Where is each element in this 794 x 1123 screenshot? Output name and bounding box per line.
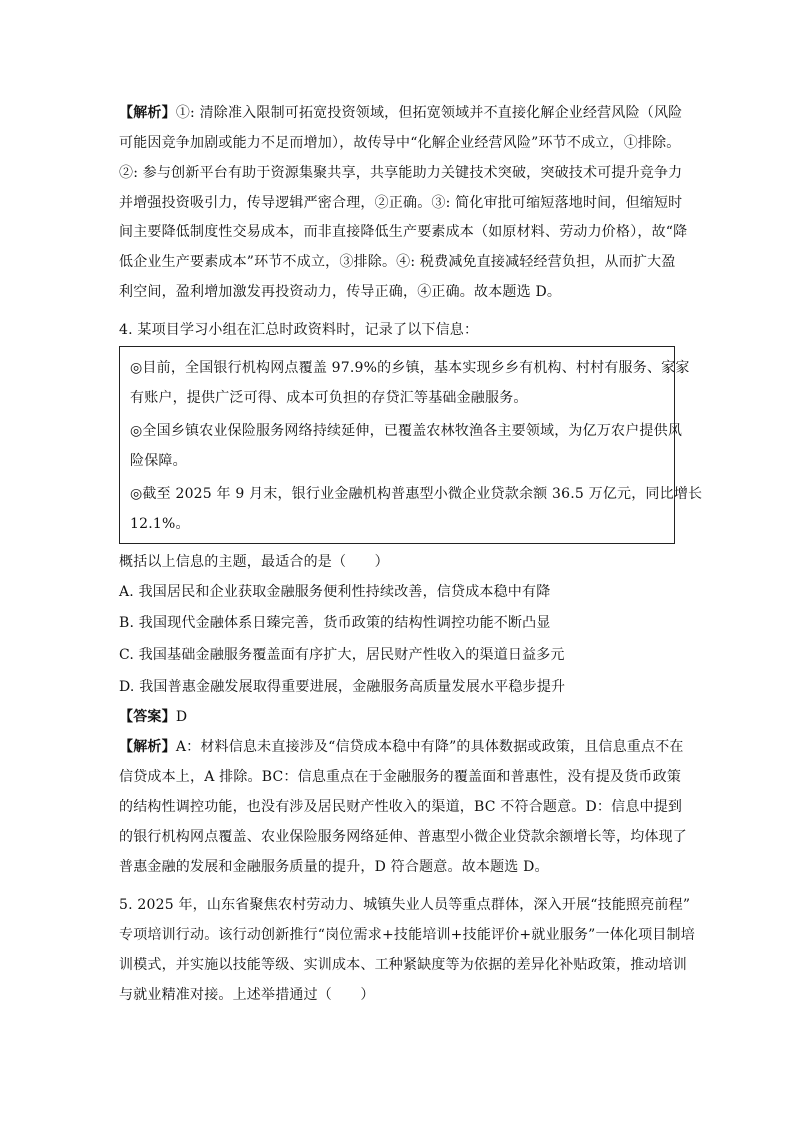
answer-line [119, 707, 187, 727]
question-5-line: 与就业精准对接。上述举措通过（ ） [119, 987, 375, 1003]
analysis-tag: 【解析】 [119, 105, 176, 121]
question-4-stem: 4. 某项目学习小组在汇总时政资料时，记录了以下信息： [119, 322, 479, 338]
question-5-line: 训模式，并实施以技能等级、实训成本、工种紧缺度等为依据的差异化补贴政策，推动培训 [119, 957, 687, 973]
question-5-line: 专项培训行动。该行动创新推行“岗位需求+技能培训+技能评价+就业服务”一体化项目制培 [119, 927, 695, 943]
analysis-line: 普惠金融的发展和金融服务质量的提升，D 符合题意。故本题选 D。 [119, 859, 549, 875]
option-b: B. 我国现代金融体系日臻完善，货币政策的结构性调控功能不断凸显 [119, 615, 551, 631]
info-line: 有账户，提供广泛可得、成本可负担的存贷汇等基础金融服务。 [130, 390, 528, 406]
analysis-line: 的结构性调控功能，也没有涉及居民财产性收入的渠道，BC 不符合题意。D：信息中提到 [119, 799, 683, 815]
option-c: C. 我国基础金融服务覆盖面有序扩大，居民财产性收入的渠道日益多元 [119, 647, 565, 663]
analysis-line: 的银行机构网点覆盖、农业保险服务网络延伸、普惠型小微企业贷款余额增长等，均体现了 [119, 829, 687, 845]
analysis-line [119, 737, 684, 757]
option-a: A. 我国居民和企业获取金融服务便利性持续改善，信贷成本稳中有降 [119, 584, 551, 600]
analysis-line: ②: 参与创新平台有助于资源集聚共享，共享能助力关键技术突破，突破技术可提升竞争力 [119, 165, 683, 181]
analysis-line [119, 103, 682, 123]
analysis-line: 利空间，盈利增加激发再投资动力，传导正确，④正确。故本题选 D。 [119, 284, 562, 300]
answer-tag: 【答案】 [119, 709, 176, 725]
analysis-line: 可能因竞争加剧或能力不足而增加），故传导中“化解企业经营风险”环节不成立，①排除。 [119, 135, 681, 151]
question-4-prompt: 概括以上信息的主题，最适合的是（ ） [119, 554, 389, 570]
option-d: D. 我国普惠金融发展取得重要进展，金融服务高质量发展水平稳步提升 [119, 679, 566, 695]
answer-value: D [175, 709, 188, 725]
info-line: 险保障。 [130, 453, 187, 469]
analysis-text: A：材料信息未直接涉及“信贷成本稳中有降”的具体数据或政策，且信息重点不在 [175, 739, 684, 755]
analysis-line: 并增强投资吸引力，传导逻辑严密合理，②正确。③: 简化审批可缩短落地时间，但缩短时 [119, 195, 683, 211]
analysis-tag: 【解析】 [119, 739, 176, 755]
analysis-line: 信贷成本上，A 排除。BC：信息重点在于金融服务的覆盖面和普惠性，没有提及货币政策 [119, 769, 682, 785]
analysis-line: 低企业生产要素成本”环节不成立，③排除。④: 税费减免直接减轻经营负担，从而扩大盈 [119, 254, 676, 270]
info-line: ◎截至 2025 年 9 月末，银行业金融机构普惠型小微企业贷款余额 36.5 万亿元，同比增长 [130, 486, 703, 502]
question-5-line: 5. 2025 年，山东省聚焦农村劳动力、城镇失业人员等重点群体，深入开展“技能照亮前程” [119, 897, 691, 913]
analysis-text: ①: 清除准入限制可拓宽投资领域，但拓宽领域并不直接化解企业经营风险（风险 [175, 105, 683, 121]
analysis-line: 间主要降低制度性交易成本，而非直接降低生产要素成本（如原材料、劳动力价格），故“降 [119, 224, 688, 240]
info-line: 12.1%。 [130, 516, 190, 532]
info-box [119, 346, 703, 544]
info-line: ◎全国乡镇农业保险服务网络持续延伸，已覆盖农林牧渔各主要领域，为亿万农户提供风 [130, 423, 683, 439]
info-line: ◎目前，全国银行机构网点覆盖 97.9%的乡镇，基本实现乡乡有机构、村村有服务、家家 [130, 360, 690, 376]
